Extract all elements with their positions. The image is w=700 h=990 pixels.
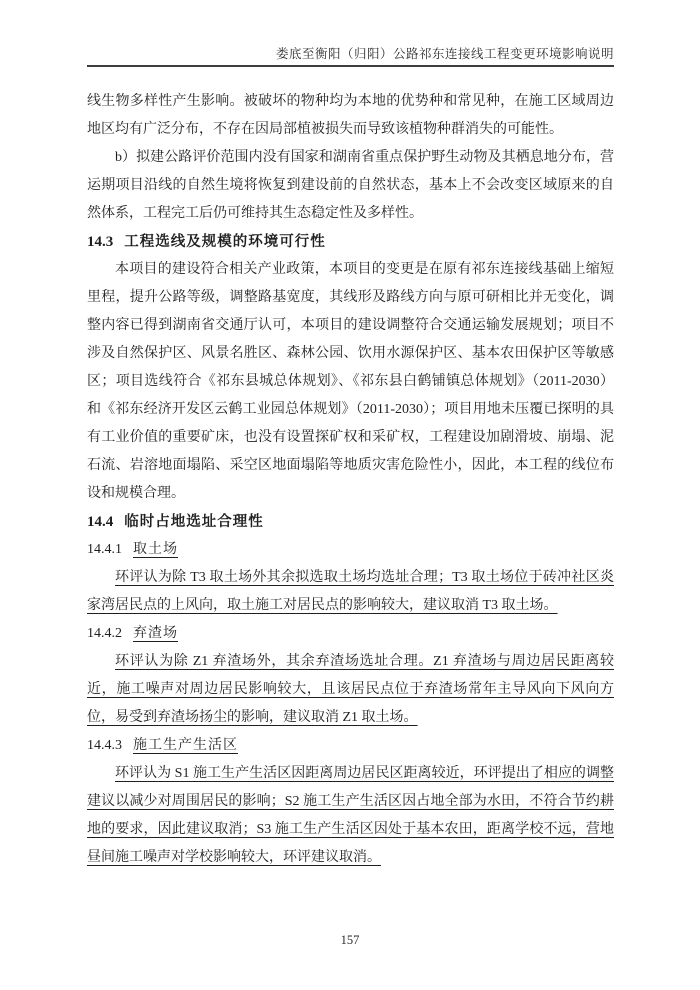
subsection-heading-14-4-3 <box>87 732 614 760</box>
subsection-number: 14.4.3 <box>87 738 122 753</box>
subsection-number: 14.4.1 <box>87 542 122 557</box>
page-header <box>87 0 614 67</box>
subsection-title: 施工生产生活区 <box>133 738 238 753</box>
paragraph-wildlife-protection: b）拟建公路评价范围内没有国家和湖南省重点保护野生动物及其栖息地分布，营运期项目沿线的自然生境将恢复到建设前的自然状态，基本上不会改变区域原来的自然体系，工程完工后仍可维持其生态稳定性及多样性。 <box>87 150 614 221</box>
running-header-title: 娄底至衡阳（归阳）公路祁东连接线工程变更环境影响说明 <box>275 47 614 61</box>
paragraph-borrow-site: 环评认为除 T3 取土场外其余拟选取土场均选址合理；T3 取土场位于砖冲社区炎家湾居民点的上风向，取土施工对居民点的影响较大，建议取消 T3 取土场。 <box>87 570 614 613</box>
section-heading-14-3 <box>87 228 614 256</box>
section-heading-14-4 <box>87 508 614 536</box>
document-body <box>87 66 614 872</box>
section-number: 14.3 <box>87 234 114 250</box>
paragraph-construction-camp: 环评认为 S1 施工生产生活区因距离周边居民区距离较近，环评提出了相应的调整建议以减少对周围居民的影响；S2 施工生产生活区因占地全部为水田，不符合节约耕地的要求，因此建议取消；S3 施工生产生活区因处于基本农田，距离学校不远，营地昼间施工噪声对学校影响较大，环评建议取消。 <box>87 766 614 865</box>
section-number: 14.4 <box>87 514 114 530</box>
paragraph-spoil-site: 环评认为除 Z1 弃渣场外，其余弃渣场选址合理。Z1 弃渣场与周边居民距离较近，施工噪声对周边居民影响较大，且该居民点位于弃渣场常年主导风向下风向方位，易受到弃渣场扬尘的影响，建议取消 Z1 取土场。 <box>87 654 614 725</box>
paragraph-biodiversity-continuation: 线生物多样性产生影响。被破坏的物种均为本地的优势种和常见种，在施工区域周边地区均有广泛分布，不存在因局部植被损失而导致该植物种群消失的可能性。 <box>87 94 614 137</box>
paragraph-route-feasibility: 本项目的建设符合相关产业政策，本项目的变更是在原有祁东连接线基础上缩短里程，提升公路等级，调整路基宽度，其线形及路线方向与原可研相比并无变化，调整内容已得到湖南省交通厅认可，本项目的建设调整符合交通运输发展规划；项目不涉及自然保护区、风景名胜区、森林公园、饮用水源保护区、基本农田保护区等敏感区；项目选线符合《祁东县城总体规划》、《祁东县白鹤铺镇总体规划》（2011-2030）和《祁东经济开发区云鹤工业园总体规划》（2011-2030）；项目用地未压覆已探明的具有工业价值的重要矿床，也没有设置探矿权和采矿权，工程建设加剧滑坡、崩塌、泥石流、岩溶地面塌陷、采空区地面塌陷等地质灾害危险性小，因此，本工程的线位布设和规模合理。 <box>87 262 614 501</box>
subsection-title: 弃渣场 <box>133 626 178 641</box>
section-title: 工程选线及规模的环境可行性 <box>124 234 326 250</box>
subsection-heading-14-4-1 <box>87 536 614 564</box>
section-title: 临时占地选址合理性 <box>124 514 264 530</box>
page-number: 157 <box>340 933 360 947</box>
subsection-title: 取土场 <box>133 542 178 557</box>
subsection-heading-14-4-2 <box>87 620 614 648</box>
subsection-number: 14.4.2 <box>87 626 122 641</box>
